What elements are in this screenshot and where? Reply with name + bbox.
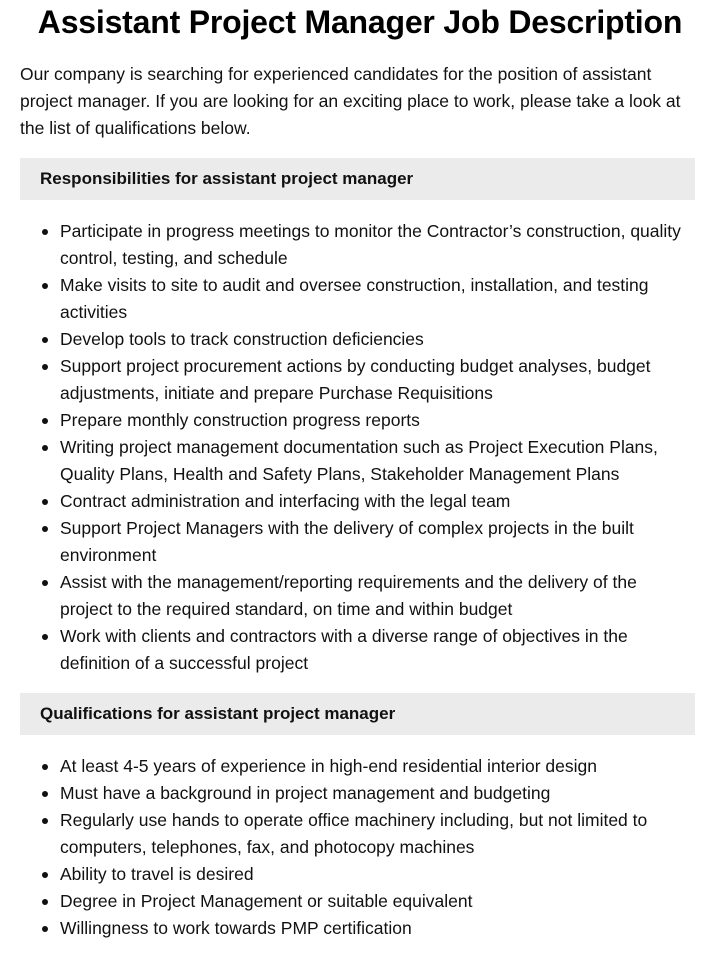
list-item <box>20 407 700 434</box>
list-item-text: Prepare monthly construction progress reports <box>60 410 420 430</box>
bullet-icon <box>42 818 48 824</box>
list-item-text: Willingness to work towards PMP certification <box>60 918 412 938</box>
bullet-icon <box>42 634 48 640</box>
bullet-icon <box>42 418 48 424</box>
list-item-text: Writing project management documentation such as Project Execution Plans, Quality Plans, Health and Safety Plans, Stakeholder Management Plans <box>60 437 658 484</box>
bullet-icon <box>42 580 48 586</box>
qualifications-heading: Qualifications for assistant project manager <box>20 693 695 735</box>
list-item-text: Participate in progress meetings to monitor the Contractor’s construction, quality control, testing, and schedule <box>60 221 681 268</box>
responsibilities-list <box>20 218 700 677</box>
page-title: Assistant Project Manager Job Description <box>37 4 683 40</box>
list-item <box>20 569 700 623</box>
list-item-text: Develop tools to track construction deficiencies <box>60 329 424 349</box>
bullet-icon <box>42 337 48 343</box>
list-item <box>20 807 700 861</box>
bullet-icon <box>42 899 48 905</box>
bullet-icon <box>42 229 48 235</box>
list-item <box>20 326 700 353</box>
list-item-text: Support project procurement actions by conducting budget analyses, budget adjustments, initiate and prepare Purchase Requisitions <box>60 356 651 403</box>
list-item <box>20 888 700 915</box>
list-item <box>20 272 700 326</box>
list-item <box>20 780 700 807</box>
intro-paragraph: Our company is searching for experienced candidates for the position of assistant project manager. If you are looking for an exciting place to work, please take a look at the list of qualifications below. <box>20 64 681 138</box>
list-item <box>20 753 700 780</box>
list-item <box>20 434 700 488</box>
list-item-text: Regularly use hands to operate office machinery including, but not limited to computers, telephones, fax, and photocopy machines <box>60 810 648 857</box>
bullet-icon <box>42 445 48 451</box>
bullet-icon <box>42 364 48 370</box>
qualifications-section <box>0 693 720 942</box>
bullet-icon <box>42 499 48 505</box>
list-item <box>20 218 700 272</box>
list-item <box>20 623 700 677</box>
bullet-icon <box>42 283 48 289</box>
bullet-icon <box>42 526 48 532</box>
list-item-text: Degree in Project Management or suitable equivalent <box>60 891 473 911</box>
list-item <box>20 353 700 407</box>
list-item-text: Make visits to site to audit and oversee construction, installation, and testing activities <box>60 275 649 322</box>
list-item-text: Support Project Managers with the delivery of complex projects in the built environment <box>60 518 634 565</box>
bullet-icon <box>42 764 48 770</box>
list-item <box>20 861 700 888</box>
list-item-text: Contract administration and interfacing with the legal team <box>60 491 511 511</box>
list-item-text: At least 4-5 years of experience in high-end residential interior design <box>60 756 597 776</box>
list-item <box>20 915 700 942</box>
bullet-icon <box>42 791 48 797</box>
responsibilities-section <box>0 158 720 677</box>
bullet-icon <box>42 926 48 932</box>
responsibilities-heading: Responsibilities for assistant project manager <box>20 158 695 200</box>
bullet-icon <box>42 872 48 878</box>
list-item <box>20 488 700 515</box>
qualifications-list <box>20 753 700 942</box>
list-item-text: Assist with the management/reporting requirements and the delivery of the project to the required standard, on time and within budget <box>60 572 637 619</box>
list-item <box>20 515 700 569</box>
list-item-text: Ability to travel is desired <box>60 864 254 884</box>
list-item-text: Must have a background in project management and budgeting <box>60 783 551 803</box>
list-item-text: Work with clients and contractors with a diverse range of objectives in the definition of a successful project <box>60 626 628 673</box>
